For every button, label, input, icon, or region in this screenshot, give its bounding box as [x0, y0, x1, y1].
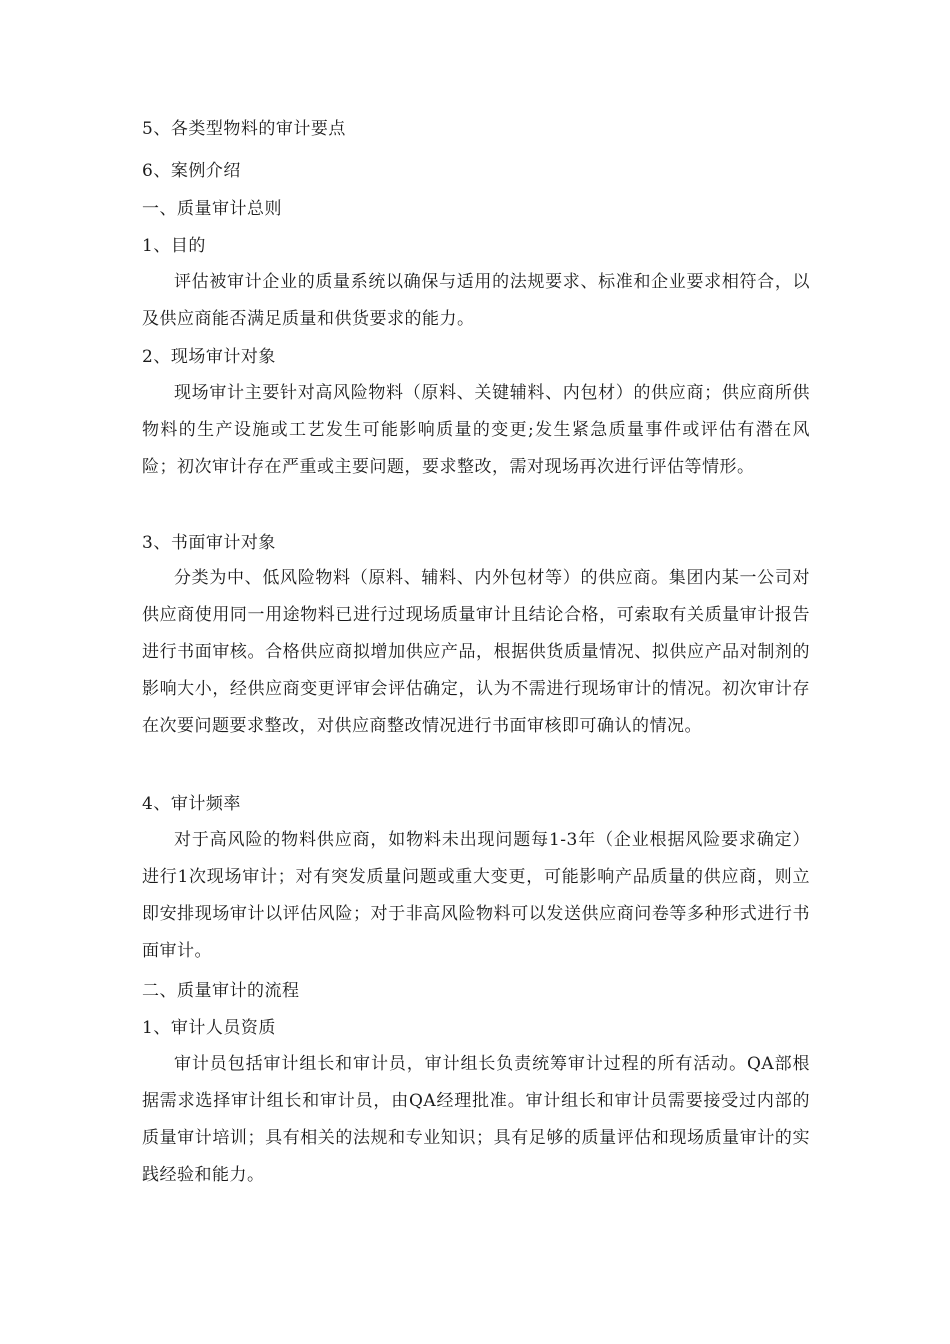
- paragraph: 审计员包括审计组长和审计员，审计组长负责统筹审计过程的所有活动。QA部根据需求选择审计组长和审计员，由QA经理批准。审计组长和审计员需要接受过内部的质量审计培训；具有相关的法规和专业知识；具有足够的质量评估和现场质量审计的实践经验和能力。: [142, 1054, 810, 1185]
- chapter-heading: 一、质量审计总则: [142, 199, 282, 219]
- section-heading: 1、审计人员资质: [142, 1018, 276, 1038]
- section-heading: 6、案例介绍: [142, 161, 241, 181]
- paragraph: 现场审计主要针对高风险物料（原料、关键辅料、内包材）的供应商；供应商所供物料的生产设施或工艺发生可能影响质量的变更;发生紧急质量事件或评估有潜在风险；初次审计存在严重或主要问题，要求整改，需对现场再次进行评估等情形。: [142, 383, 810, 477]
- chapter-heading: 二、质量审计的流程: [142, 981, 300, 1001]
- paragraph: 评估被审计企业的质量系统以确保与适用的法规要求、标准和企业要求相符合，以及供应商能否满足质量和供货要求的能力。: [142, 272, 810, 329]
- section-heading: 5、各类型物料的审计要点: [142, 119, 346, 139]
- paragraph: 对于高风险的物料供应商，如物料未出现问题每1-3年（企业根据风险要求确定）进行1次现场审计；对有突发质量问题或重大变更，可能影响产品质量的供应商，则立即安排现场审计以评估风险；对于非高风险物料可以发送供应商问卷等多种形式进行书面审计。: [142, 830, 810, 961]
- paragraph: 分类为中、低风险物料（原料、辅料、内外包材等）的供应商。集团内某一公司对供应商使用同一用途物料已进行过现场质量审计且结论合格，可索取有关质量审计报告进行书面审核。合格供应商拟增加供应产品，根据供货质量情况、拟供应产品对制剂的影响大小，经供应商变更评审会评估确定，认为不需进行现场审计的情况。初次审计存在次要问题要求整改，对供应商整改情况进行书面审核即可确认的情况。: [142, 568, 810, 736]
- section-heading: 3、书面审计对象: [142, 533, 276, 553]
- section-heading: 2、现场审计对象: [142, 347, 276, 367]
- section-heading: 1、目的: [142, 236, 206, 256]
- section-heading: 4、审计频率: [142, 794, 241, 814]
